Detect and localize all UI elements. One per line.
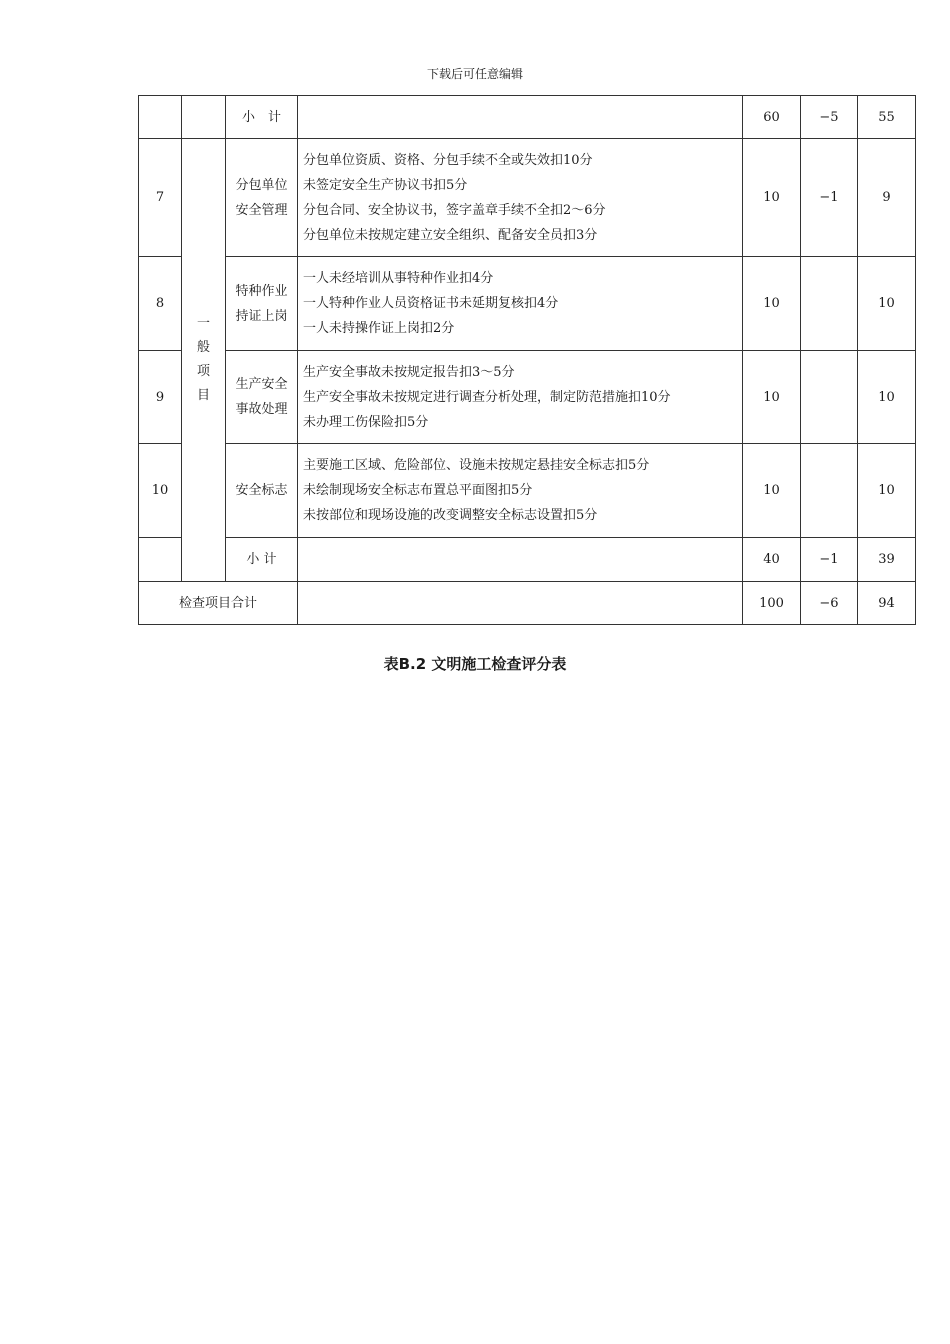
standard-line: 一人未持操作证上岗扣2分 <box>303 321 455 336</box>
actual-score-cell: 10 <box>858 444 916 538</box>
full-score-cell: 10 <box>743 257 801 351</box>
standard-line: 一人未经培训从事特种作业扣4分 <box>303 271 494 286</box>
item-name-line: 生产安全 <box>235 377 288 392</box>
deduct-score-cell <box>801 444 858 538</box>
no-cell-empty <box>139 538 182 582</box>
category-cell <box>182 139 226 582</box>
category-char: 般 <box>196 340 210 355</box>
standard-line: 未按部位和现场设施的改变调整安全标志设置扣5分 <box>303 508 598 523</box>
row-number: 7 <box>139 139 182 257</box>
actual-score-cell: 10 <box>858 351 916 444</box>
standards-cell-empty <box>298 96 743 139</box>
row-number: 10 <box>139 444 182 538</box>
item-name-cell <box>226 351 298 444</box>
subtotal-row-guarantee <box>139 96 916 139</box>
deduct-score-cell: −6 <box>801 582 858 625</box>
standard-line: 未绘制现场安全标志布置总平面图扣5分 <box>303 483 533 498</box>
row-number: 8 <box>139 257 182 351</box>
actual-score-cell: 9 <box>858 139 916 257</box>
standards-cell <box>298 257 743 351</box>
full-score-cell: 60 <box>743 96 801 139</box>
full-score-cell: 40 <box>743 538 801 582</box>
standard-line: 一人特种作业人员资格证书未延期复核扣4分 <box>303 296 559 311</box>
item-name-line: 持证上岗 <box>235 308 288 324</box>
table-row <box>139 444 916 538</box>
table-row <box>139 139 916 257</box>
item-name-line: 特种作业 <box>235 283 288 299</box>
item-name-line: 安全标志 <box>235 483 288 498</box>
item-name-cell <box>226 257 298 351</box>
category-char: 目 <box>196 388 210 403</box>
table-caption: 表B.2 文明施工检查评分表 <box>383 655 567 673</box>
item-name-line: 分包单位 <box>235 177 288 193</box>
standard-line: 主要施工区域、危险部位、设施未按规定悬挂安全标志扣5分 <box>303 458 650 473</box>
deduct-score-cell: −5 <box>801 96 858 139</box>
total-label: 检查项目合计 <box>139 582 298 625</box>
standard-line: 分包单位资质、资格、分包手续不全或失效扣10分 <box>303 152 593 168</box>
standards-cell-empty <box>298 538 743 582</box>
subtotal-label: 小 计 <box>226 538 298 582</box>
no-cell-empty <box>139 96 182 139</box>
table-row <box>139 257 916 351</box>
category-char: 一 <box>196 316 210 331</box>
actual-score-cell: 39 <box>858 538 916 582</box>
standard-line: 分包单位未按规定建立安全组织、配备安全员扣3分 <box>303 227 598 243</box>
table-row <box>139 351 916 444</box>
deduct-score-cell <box>801 351 858 444</box>
category-char: 项 <box>196 364 210 379</box>
item-name-line: 事故处理 <box>235 402 288 417</box>
actual-score-cell: 55 <box>858 96 916 139</box>
standards-cell <box>298 139 743 257</box>
deduct-score-cell: −1 <box>801 139 858 257</box>
category-cell-empty <box>182 96 226 139</box>
item-name-line: 安全管理 <box>235 202 288 218</box>
item-name-cell <box>226 444 298 538</box>
actual-score-cell: 10 <box>858 257 916 351</box>
standard-line: 生产安全事故未按规定进行调查分析处理，制定防范措施扣10分 <box>303 389 671 405</box>
standard-line: 生产安全事故未按规定报告扣3～5分 <box>303 364 515 380</box>
full-score-cell: 10 <box>743 139 801 257</box>
page-header: 下载后可任意编辑 <box>426 67 523 81</box>
subtotal-label: 小 计 <box>226 96 298 139</box>
full-score-cell: 10 <box>743 351 801 444</box>
full-score-cell: 100 <box>743 582 801 625</box>
standard-line: 未办理工伤保险扣5分 <box>303 414 429 430</box>
deduct-score-cell <box>801 257 858 351</box>
subtotal-row-general <box>139 538 916 582</box>
standards-cell <box>298 444 743 538</box>
item-name-cell <box>226 139 298 257</box>
standards-cell <box>298 351 743 444</box>
score-table <box>138 95 916 625</box>
deduct-score-cell: −1 <box>801 538 858 582</box>
row-number: 9 <box>139 351 182 444</box>
actual-score-cell: 94 <box>858 582 916 625</box>
standard-line: 未签定安全生产协议书扣5分 <box>303 177 468 193</box>
full-score-cell: 10 <box>743 444 801 538</box>
total-row <box>139 582 916 625</box>
standards-cell-empty <box>298 582 743 625</box>
standard-line: 分包合同、安全协议书，签字盖章手续不全扣2～6分 <box>303 202 606 218</box>
